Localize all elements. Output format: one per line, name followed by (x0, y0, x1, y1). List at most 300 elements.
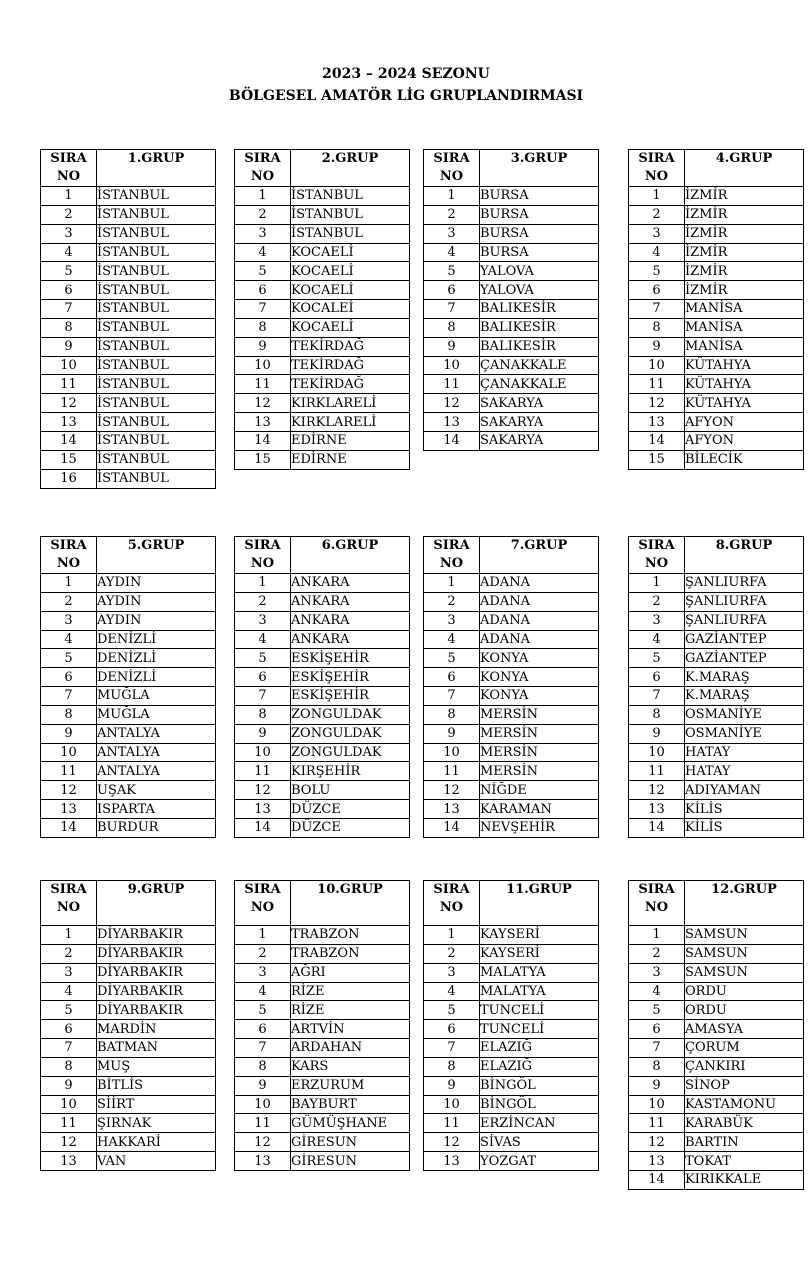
row-number: 4 (424, 243, 480, 262)
row-number: 9 (424, 337, 480, 356)
table-row (424, 431, 599, 450)
city-name: AFYON (685, 413, 804, 432)
row-number: 4 (41, 243, 97, 262)
table-row (41, 224, 216, 243)
table-row (235, 337, 410, 356)
table-row (629, 318, 804, 337)
city-name: DÜZCE (291, 800, 410, 819)
city-name: ARTVİN (291, 1020, 410, 1039)
city-name: İSTANBUL (97, 413, 216, 432)
city-name: MERSİN (480, 762, 599, 781)
city-name: DİYARBAKIR (97, 963, 216, 982)
table-row (424, 963, 599, 982)
row-number: 8 (41, 318, 97, 337)
table-row (235, 243, 410, 262)
row-number: 14 (235, 431, 291, 450)
table-row (424, 781, 599, 800)
city-name: KAYSERİ (480, 926, 599, 945)
table-row (41, 318, 216, 337)
table-row (41, 724, 216, 743)
group-table-10 (234, 880, 410, 1171)
table-row (424, 413, 599, 432)
row-number: 1 (41, 926, 97, 945)
city-name: BİLECİK (685, 450, 804, 469)
table-row (41, 963, 216, 982)
row-number: 10 (424, 743, 480, 762)
city-name: ADANA (480, 630, 599, 649)
row-number: 5 (424, 649, 480, 668)
group-table-9 (40, 880, 216, 1171)
document-subtitle: BÖLGESEL AMATÖR LİG GRUPLANDIRMASI (228, 88, 584, 104)
row-number: 12 (41, 394, 97, 413)
row-number: 6 (235, 281, 291, 300)
city-name: TUNCELİ (480, 1001, 599, 1020)
row-number: 8 (629, 318, 685, 337)
table-row (424, 611, 599, 630)
table-row (41, 187, 216, 206)
table-row (235, 318, 410, 337)
city-name: HATAY (685, 743, 804, 762)
table-row (41, 450, 216, 469)
city-name: BİNGÖL (480, 1095, 599, 1114)
table-row (629, 574, 804, 593)
row-number: 9 (629, 337, 685, 356)
table-row (41, 1095, 216, 1114)
city-name: ZONGULDAK (291, 724, 410, 743)
group-table-3 (423, 149, 599, 451)
table-row (629, 1057, 804, 1076)
city-name: BATMAN (97, 1039, 216, 1058)
header-sira-no: SIRA NO (629, 537, 685, 574)
city-name: BİTLİS (97, 1076, 216, 1095)
city-name: MUĞLA (97, 705, 216, 724)
city-name: AYDIN (97, 611, 216, 630)
city-name: İSTANBUL (97, 394, 216, 413)
table-row (629, 944, 804, 963)
city-name: SAMSUN (685, 926, 804, 945)
row-number: 11 (235, 1114, 291, 1133)
table-row (629, 611, 804, 630)
header-sira-no: SIRA NO (235, 537, 291, 574)
city-name: SİİRT (97, 1095, 216, 1114)
row-number: 7 (235, 687, 291, 706)
city-name: SAKARYA (480, 413, 599, 432)
row-number: 14 (629, 818, 685, 837)
city-name: BURDUR (97, 818, 216, 837)
table-row (235, 1020, 410, 1039)
city-name: NİĞDE (480, 781, 599, 800)
row-number: 14 (424, 818, 480, 837)
table-row (629, 630, 804, 649)
table-row (41, 781, 216, 800)
table-row (235, 1076, 410, 1095)
table-row (235, 668, 410, 687)
row-number: 12 (235, 781, 291, 800)
table-row (41, 762, 216, 781)
row-number: 14 (629, 431, 685, 450)
city-name: UŞAK (97, 781, 216, 800)
city-name: İSTANBUL (97, 281, 216, 300)
city-name: KIRIKKALE (685, 1170, 804, 1189)
header-sira-no: SIRA NO (41, 881, 97, 926)
table-row (41, 300, 216, 319)
row-number: 9 (235, 1076, 291, 1095)
city-name: MERSİN (480, 724, 599, 743)
row-number: 14 (235, 818, 291, 837)
row-number: 4 (629, 243, 685, 262)
city-name: ANTALYA (97, 743, 216, 762)
row-number: 6 (235, 668, 291, 687)
table-row (629, 375, 804, 394)
table-row (41, 649, 216, 668)
row-number: 8 (424, 318, 480, 337)
city-name: HAKKARİ (97, 1133, 216, 1152)
table-row (235, 926, 410, 945)
table-row (41, 705, 216, 724)
table-row (235, 1152, 410, 1171)
table-row (41, 592, 216, 611)
city-name: DENİZLİ (97, 630, 216, 649)
city-name: ELAZIĞ (480, 1057, 599, 1076)
city-name: İSTANBUL (291, 224, 410, 243)
table-row (424, 944, 599, 963)
row-number: 10 (235, 1095, 291, 1114)
table-row (424, 630, 599, 649)
row-number: 9 (424, 1076, 480, 1095)
row-number: 8 (629, 705, 685, 724)
city-name: KÜTAHYA (685, 375, 804, 394)
table-row (424, 205, 599, 224)
row-number: 10 (424, 1095, 480, 1114)
group-name: 8.GRUP (685, 537, 804, 574)
city-name: DİYARBAKIR (97, 982, 216, 1001)
city-name: SAKARYA (480, 431, 599, 450)
row-number: 1 (424, 187, 480, 206)
city-name: KOCALEİ (291, 300, 410, 319)
row-number: 6 (424, 668, 480, 687)
row-number: 11 (629, 1114, 685, 1133)
city-name: MANİSA (685, 318, 804, 337)
row-number: 1 (41, 574, 97, 593)
table-row (424, 800, 599, 819)
row-number: 11 (424, 762, 480, 781)
header-sira-no: SIRA NO (424, 881, 480, 926)
city-name: ELAZIĞ (480, 1039, 599, 1058)
table-row (41, 375, 216, 394)
city-name: TEKİRDAĞ (291, 337, 410, 356)
city-name: ÇANKIRI (685, 1057, 804, 1076)
table-row (629, 337, 804, 356)
row-number: 4 (424, 630, 480, 649)
table-row (41, 926, 216, 945)
row-number: 6 (629, 1020, 685, 1039)
city-name: İSTANBUL (97, 450, 216, 469)
row-number: 8 (235, 1057, 291, 1076)
row-number: 11 (235, 762, 291, 781)
table-row (424, 1020, 599, 1039)
city-name: BURSA (480, 224, 599, 243)
table-row (41, 281, 216, 300)
city-name: ESKİŞEHİR (291, 687, 410, 706)
city-name: ZONGULDAK (291, 705, 410, 724)
row-number: 5 (629, 649, 685, 668)
row-number: 6 (424, 1020, 480, 1039)
table-row (629, 205, 804, 224)
table-row (41, 394, 216, 413)
city-name: KÜTAHYA (685, 356, 804, 375)
row-number: 10 (629, 743, 685, 762)
city-name: BAYBURT (291, 1095, 410, 1114)
city-name: BARTIN (685, 1133, 804, 1152)
row-number: 4 (424, 982, 480, 1001)
table-row (424, 187, 599, 206)
table-row (424, 687, 599, 706)
row-number: 3 (629, 611, 685, 630)
table-row (235, 944, 410, 963)
row-number: 13 (629, 1152, 685, 1171)
table-row (629, 1133, 804, 1152)
row-number: 5 (41, 262, 97, 281)
row-number: 4 (629, 982, 685, 1001)
city-name: KIRKLARELİ (291, 413, 410, 432)
table-row (235, 781, 410, 800)
table-row (424, 574, 599, 593)
city-name: KIRŞEHİR (291, 762, 410, 781)
row-number: 5 (235, 649, 291, 668)
row-number: 6 (629, 668, 685, 687)
table-row (629, 1039, 804, 1058)
table-row (629, 1114, 804, 1133)
header-sira-no: SIRA NO (629, 881, 685, 926)
city-name: MUĞLA (97, 687, 216, 706)
city-name: ÇANAKKALE (480, 375, 599, 394)
table-row (629, 394, 804, 413)
row-number: 12 (424, 1133, 480, 1152)
city-name: TUNCELİ (480, 1020, 599, 1039)
city-name: MALATYA (480, 963, 599, 982)
city-name: İSTANBUL (97, 224, 216, 243)
row-number: 5 (424, 262, 480, 281)
row-number: 2 (629, 205, 685, 224)
table-row (235, 450, 410, 469)
row-number: 3 (424, 224, 480, 243)
table-row (41, 337, 216, 356)
city-name: KİLİS (685, 800, 804, 819)
city-name: MERSİN (480, 743, 599, 762)
city-name: TRABZON (291, 926, 410, 945)
row-number: 7 (424, 1039, 480, 1058)
row-number: 3 (41, 963, 97, 982)
table-row (235, 743, 410, 762)
table-row (41, 205, 216, 224)
header-sira-no: SIRA NO (424, 537, 480, 574)
city-name: TEKİRDAĞ (291, 375, 410, 394)
row-number: 1 (629, 574, 685, 593)
row-number: 14 (41, 818, 97, 837)
row-number: 10 (235, 356, 291, 375)
city-name: İSTANBUL (291, 187, 410, 206)
row-number: 3 (629, 963, 685, 982)
row-number: 11 (41, 375, 97, 394)
group-table-11 (423, 880, 599, 1171)
row-number: 10 (629, 1095, 685, 1114)
row-number: 11 (41, 1114, 97, 1133)
row-number: 13 (41, 800, 97, 819)
city-name: BALIKESİR (480, 337, 599, 356)
row-number: 5 (41, 649, 97, 668)
table-row (424, 262, 599, 281)
row-number: 4 (41, 630, 97, 649)
city-name: İSTANBUL (97, 375, 216, 394)
table-row (629, 705, 804, 724)
city-name: OSMANİYE (685, 724, 804, 743)
table-row (424, 224, 599, 243)
row-number: 14 (41, 431, 97, 450)
table-row (424, 649, 599, 668)
group-name: 5.GRUP (97, 537, 216, 574)
group-name: 7.GRUP (480, 537, 599, 574)
row-number: 2 (41, 205, 97, 224)
table-row (629, 187, 804, 206)
row-number: 12 (41, 781, 97, 800)
city-name: ADANA (480, 574, 599, 593)
row-number: 4 (235, 243, 291, 262)
header-sira-no: SIRA NO (235, 881, 291, 926)
table-row (41, 1039, 216, 1058)
table-row (41, 630, 216, 649)
group-table-6 (234, 536, 410, 838)
city-name: ANTALYA (97, 762, 216, 781)
table-row (629, 281, 804, 300)
row-number: 2 (424, 944, 480, 963)
group-table-5 (40, 536, 216, 838)
table-row (235, 205, 410, 224)
row-number: 3 (424, 963, 480, 982)
city-name: GİRESUN (291, 1152, 410, 1171)
table-row (41, 800, 216, 819)
table-row (41, 687, 216, 706)
table-row (424, 668, 599, 687)
row-number: 13 (235, 1152, 291, 1171)
city-name: BURSA (480, 187, 599, 206)
city-name: İSTANBUL (97, 337, 216, 356)
table-row (424, 300, 599, 319)
group-name: 3.GRUP (480, 150, 599, 187)
city-name: ERZİNCAN (480, 1114, 599, 1133)
city-name: DÜZCE (291, 818, 410, 837)
table-row (235, 705, 410, 724)
table-row (629, 592, 804, 611)
city-name: TRABZON (291, 944, 410, 963)
row-number: 11 (424, 1114, 480, 1133)
row-number: 5 (629, 262, 685, 281)
city-name: AFYON (685, 431, 804, 450)
row-number: 13 (235, 800, 291, 819)
city-name: BİNGÖL (480, 1076, 599, 1095)
table-row (629, 1152, 804, 1171)
table-row (629, 224, 804, 243)
header-sira-no: SIRA NO (41, 150, 97, 187)
table-row (235, 356, 410, 375)
row-number: 9 (41, 724, 97, 743)
city-name: GAZİANTEP (685, 630, 804, 649)
row-number: 11 (235, 375, 291, 394)
table-row (629, 262, 804, 281)
row-number: 8 (41, 705, 97, 724)
city-name: VAN (97, 1152, 216, 1171)
table-row (629, 724, 804, 743)
city-name: RİZE (291, 982, 410, 1001)
row-number: 6 (41, 281, 97, 300)
city-name: EDİRNE (291, 450, 410, 469)
city-name: YALOVA (480, 262, 599, 281)
city-name: ADIYAMAN (685, 781, 804, 800)
row-number: 2 (41, 592, 97, 611)
table-row (235, 413, 410, 432)
table-row (235, 1001, 410, 1020)
document-title: 2023 – 2024 SEZONU (322, 66, 490, 82)
table-row (41, 1114, 216, 1133)
table-row (424, 375, 599, 394)
table-row (424, 818, 599, 837)
table-row (41, 574, 216, 593)
table-row (424, 1133, 599, 1152)
city-name: MALATYA (480, 982, 599, 1001)
city-name: ANKARA (291, 592, 410, 611)
row-number: 10 (41, 743, 97, 762)
table-row (424, 281, 599, 300)
row-number: 12 (629, 781, 685, 800)
table-row (424, 1152, 599, 1171)
city-name: İSTANBUL (97, 300, 216, 319)
city-name: KOCAELİ (291, 281, 410, 300)
row-number: 3 (235, 611, 291, 630)
city-name: ANTALYA (97, 724, 216, 743)
city-name: OSMANİYE (685, 705, 804, 724)
city-name: K.MARAŞ (685, 687, 804, 706)
row-number: 13 (41, 413, 97, 432)
city-name: İZMİR (685, 262, 804, 281)
city-name: ŞANLIURFA (685, 592, 804, 611)
table-row (235, 224, 410, 243)
table-row (235, 187, 410, 206)
city-name: İZMİR (685, 243, 804, 262)
table-row (235, 1133, 410, 1152)
row-number: 13 (629, 413, 685, 432)
row-number: 9 (41, 337, 97, 356)
table-row (424, 1095, 599, 1114)
city-name: ADANA (480, 611, 599, 630)
city-name: ZONGULDAK (291, 743, 410, 762)
table-row (235, 630, 410, 649)
table-row (424, 394, 599, 413)
table-row (235, 611, 410, 630)
group-table-4 (628, 149, 804, 470)
group-table-1 (40, 149, 216, 489)
city-name: KİLİS (685, 818, 804, 837)
row-number: 11 (424, 375, 480, 394)
city-name: BALIKESİR (480, 300, 599, 319)
row-number: 10 (424, 356, 480, 375)
table-row (424, 762, 599, 781)
table-row (424, 1076, 599, 1095)
row-number: 7 (41, 300, 97, 319)
table-row (424, 337, 599, 356)
table-row (41, 431, 216, 450)
table-row (235, 963, 410, 982)
row-number: 8 (424, 1057, 480, 1076)
row-number: 7 (424, 687, 480, 706)
